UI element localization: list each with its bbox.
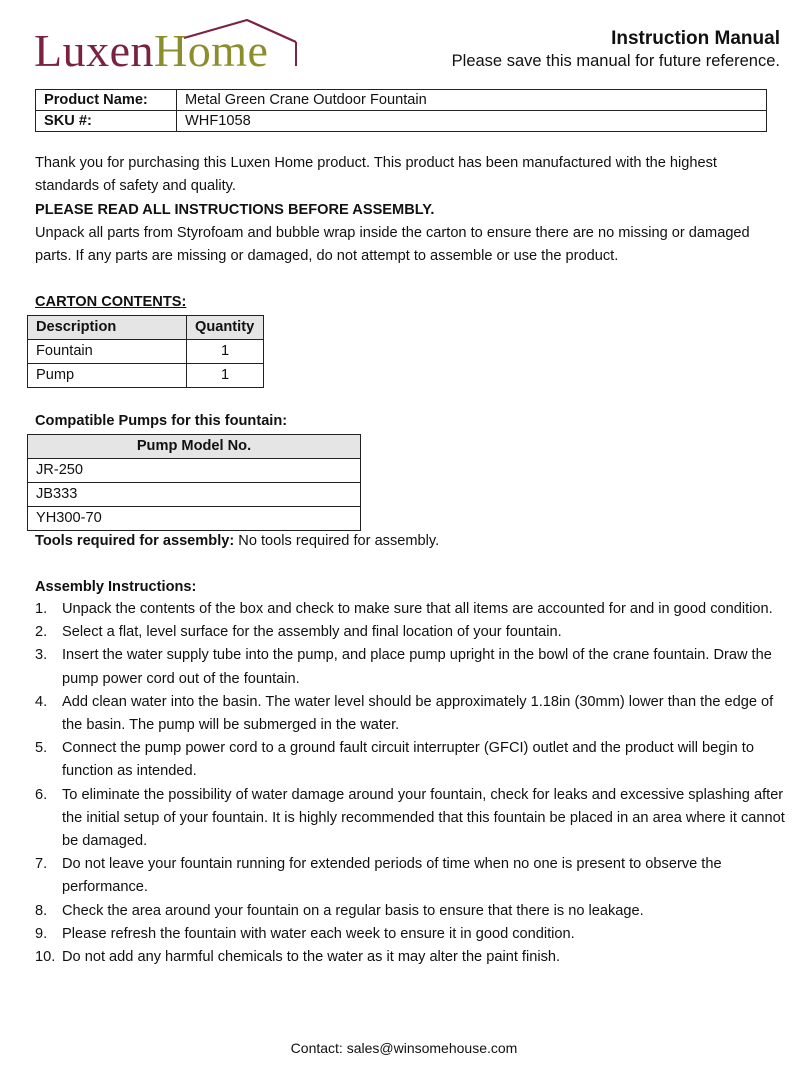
carton-qty: 1 <box>187 364 264 388</box>
step-text: Do not leave your fountain running for extended periods of time when no one is present to observe the performance. <box>62 856 722 896</box>
footer-contact: Contact: sales@winsomehouse.com <box>290 1040 518 1056</box>
product-info-table <box>35 89 767 132</box>
logo-wordmark <box>34 26 268 76</box>
table-row <box>28 364 264 388</box>
brand-logo <box>34 14 302 74</box>
col-quantity: Quantity <box>187 316 264 340</box>
carton-heading: CARTON CONTENTS: <box>35 294 187 310</box>
pump-model: JB333 <box>28 483 361 507</box>
intro-warning: PLEASE READ ALL INSTRUCTIONS BEFORE ASSEMBLY. <box>35 202 435 218</box>
page-subtitle: Please save this manual for future reference. <box>451 52 780 70</box>
page-title: Instruction Manual <box>611 28 780 49</box>
intro-thanks: Thank you for purchasing this Luxen Home product. This product has been manufactured with the highest standards of safety and quality. <box>35 155 717 195</box>
product-name-label: Product Name: <box>36 90 177 111</box>
list-item <box>35 946 785 969</box>
list-item <box>35 853 785 899</box>
carton-qty: 1 <box>187 340 264 364</box>
col-pump-model: Pump Model No. <box>28 435 361 459</box>
step-number: 3. <box>35 647 48 664</box>
step-number: 7. <box>35 856 48 873</box>
sku-value: WHF1058 <box>177 111 767 132</box>
carton-desc: Fountain <box>28 340 187 364</box>
pump-model: YH300-70 <box>28 507 361 531</box>
tools-line <box>35 530 780 553</box>
pumps-heading: Compatible Pumps for this fountain: <box>35 413 288 429</box>
list-item <box>35 900 785 923</box>
pumps-table <box>27 434 361 531</box>
list-item <box>35 923 785 946</box>
step-text: Please refresh the fountain with water each week to ensure it in good condition. <box>62 925 575 942</box>
step-number: 4. <box>35 693 48 710</box>
table-header-row <box>28 316 264 340</box>
list-item <box>35 598 785 621</box>
pump-model: JR-250 <box>28 459 361 483</box>
table-row <box>36 90 767 111</box>
table-row <box>36 111 767 132</box>
sku-label: SKU #: <box>36 111 177 132</box>
step-text: Add clean water into the basin. The water level should be approximately 1.18in (30mm) lower than the edge of the basin. The pump will be submerged in the water. <box>62 693 774 734</box>
step-text: Check the area around your fountain on a regular basis to ensure that there is no leakage. <box>62 902 644 919</box>
carton-desc: Pump <box>28 364 187 388</box>
list-item <box>35 737 785 783</box>
table-row <box>28 340 264 364</box>
table-row <box>28 507 361 531</box>
step-text: To eliminate the possibility of water damage around your fountain, check for leaks and excessive splashing after the initial setup of your fountain. It is highly recommended that this fountain be placed in an area where it cannot be damaged. <box>62 786 785 850</box>
step-text: Unpack the contents of the box and check to make sure that all items are accounted for and in good condition. <box>62 601 773 617</box>
step-number: 9. <box>35 925 48 942</box>
logo-text-home: Home <box>154 25 269 76</box>
step-text: Connect the pump power cord to a ground fault circuit interrupter (GFCI) outlet and the product will begin to function as intended. <box>62 740 754 780</box>
step-number: 1. <box>35 601 48 617</box>
table-row <box>28 483 361 507</box>
step-number: 8. <box>35 902 48 919</box>
table-header-row <box>28 435 361 459</box>
intro-unpack: Unpack all parts from Styrofoam and bubble wrap inside the carton to ensure there are no missing or damaged parts. If any parts are missing or damaged, do not attempt to assemble or use the product. <box>35 225 750 265</box>
assembly-heading: Assembly Instructions: <box>35 579 197 595</box>
step-number: 2. <box>35 624 48 641</box>
product-name-value: Metal Green Crane Outdoor Fountain <box>177 90 767 111</box>
list-item <box>35 644 785 690</box>
step-number: 5. <box>35 740 48 757</box>
list-item <box>35 691 785 737</box>
list-item <box>35 784 785 854</box>
tools-label: Tools required for assembly: <box>35 533 235 549</box>
step-number: 6. <box>35 786 48 803</box>
step-text: Do not add any harmful chemicals to the water as it may alter the paint finish. <box>62 949 561 966</box>
carton-table <box>27 315 264 388</box>
step-number: 10. <box>35 949 56 966</box>
col-description: Description <box>28 316 187 340</box>
assembly-steps <box>35 598 785 969</box>
table-row <box>28 459 361 483</box>
logo-text-luxen: Luxen <box>34 25 155 76</box>
step-text: Select a flat, level surface for the assembly and final location of your fountain. <box>62 624 562 641</box>
tools-value: No tools required for assembly. <box>234 533 440 549</box>
step-text: Insert the water supply tube into the pump, and place pump upright in the bowl of the crane fountain. Draw the pump power cord out of the fountain. <box>62 647 772 687</box>
list-item <box>35 621 785 644</box>
